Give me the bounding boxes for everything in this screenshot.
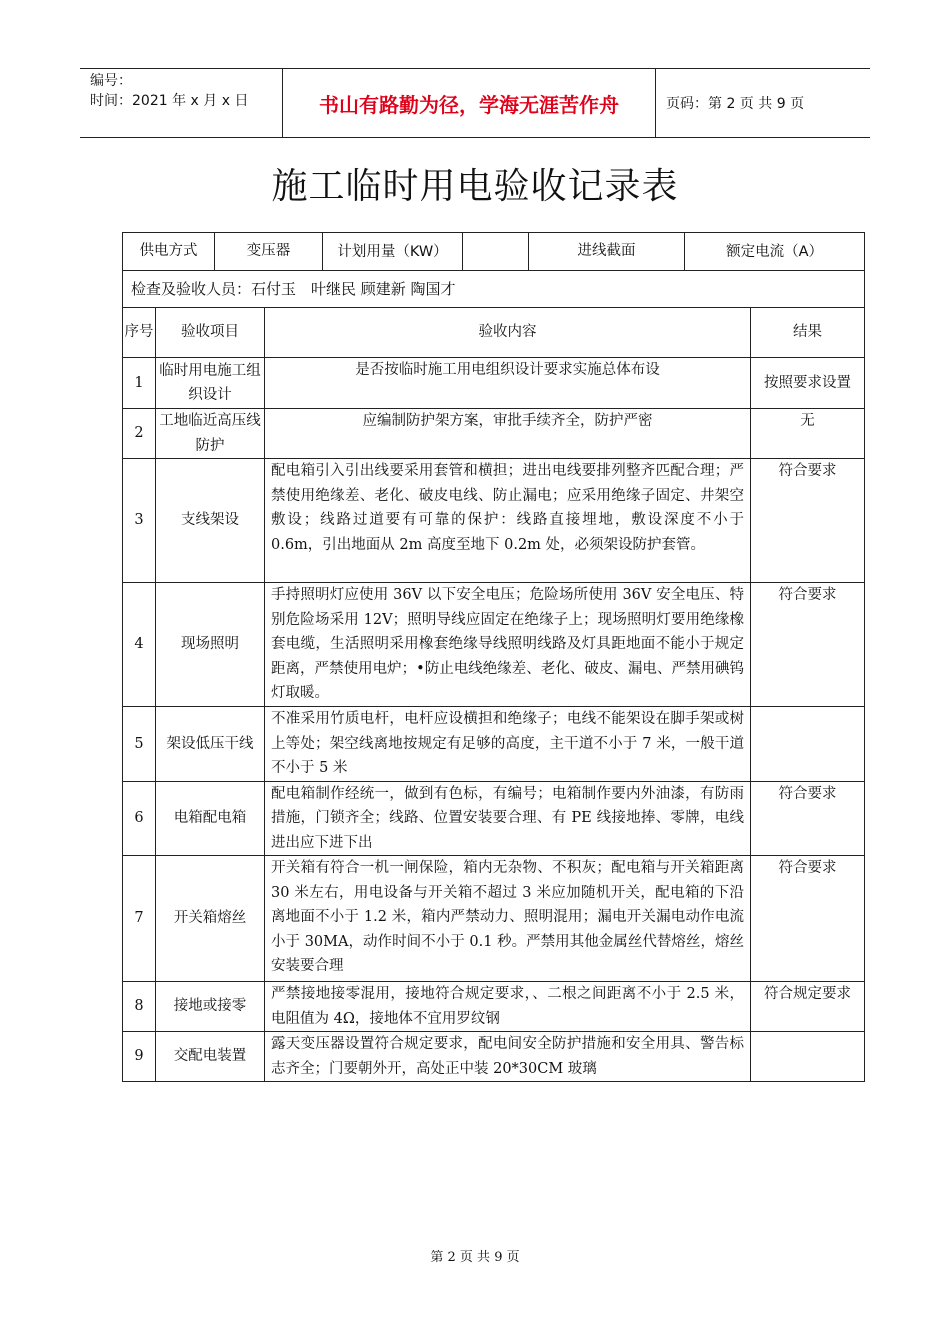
row-item: 临时用电施工组织设计 [156, 358, 265, 409]
acceptance-table [122, 232, 865, 1082]
row-result: 符合规定要求 [751, 982, 865, 1032]
row-item: 开关箱熔丝 [156, 856, 265, 982]
row-no: 7 [123, 856, 156, 982]
rated-current-label: 额定电流（A） [685, 233, 865, 271]
planned-load-value [463, 233, 529, 271]
transformer-label: 变压器 [215, 233, 323, 271]
planned-load-label: 计划用量（KW） [323, 233, 463, 271]
row-item: 接地或接零 [156, 982, 265, 1032]
row-content: 不准采用竹质电杆，电杆应设横担和绝缘子；电线不能架设在脚手架或树上等处；架空线离地按规定有足够的高度，主干道不小于 7 米，一般干道不小于 5 米 [265, 707, 751, 782]
number-label: 编号： [90, 73, 132, 89]
table-row [123, 459, 865, 583]
row-content: 露天变压器设置符合规定要求，配电间安全防护措施和安全用具、警告标志齐全；门要朝外开，高处正中装 20*30CM 玻璃 [265, 1032, 751, 1082]
table-row [123, 982, 865, 1032]
table-row [123, 1032, 865, 1082]
table-row [123, 358, 865, 409]
table-row [123, 707, 865, 782]
col-seq: 序号 [123, 308, 156, 358]
row-result: 符合要求 [751, 856, 865, 982]
row-content: 配电箱引入引出线要采用套管和横担；进出电线要排列整齐匹配合理；严禁使用绝缘差、老化、破皮电线、防止漏电；应采用绝缘子固定、井架空敷设；线路过道要有可靠的保护：线路直接埋地，敷设深度不小于 0.6m，引出地面从 2m 高度至地下 0.2m 处，必须架设防护套管。 [265, 459, 751, 583]
row-item: 交配电装置 [156, 1032, 265, 1082]
table-row [123, 583, 865, 707]
row-no: 9 [123, 1032, 156, 1082]
inlet-section-label: 进线截面 [529, 233, 685, 271]
row-result [751, 707, 865, 782]
row-content: 手持照明灯应使用 36V 以下安全电压；危险场所使用 36V 安全电压、特别危险场采用 12V；照明导线应固定在绝缘子上；现场照明灯要用绝缘橡套电缆，生活照明采用橡套绝缘导线照明线路及灯具距地面不能小于规定距离，严禁使用电炉；•防止电线绝缘差、老化、破皮、漏电、严禁用碘钨灯取暖。 [265, 583, 751, 707]
table-row [123, 856, 865, 982]
row-item: 现场照明 [156, 583, 265, 707]
motto: 书山有路勤为径，学海无涯苦作舟 [282, 69, 656, 137]
row-no: 2 [123, 409, 156, 459]
row-content: 开关箱有符合一机一闸保险，箱内无杂物、不积灰；配电箱与开关箱距离 30 米左右，用电设备与开关箱不超过 3 米应加随机开关，配电箱的下沿离地面不小于 1.2 米，箱内严禁动力、照明混用；漏电开关漏电动作电流小于 30MA，动作时间不小于 0.1 秒。严禁用其他金属丝代替熔丝，熔丝安装要合理 [265, 856, 751, 982]
header-meta [80, 69, 282, 137]
row-item: 工地临近高压线防护 [156, 409, 265, 459]
row-no: 1 [123, 358, 156, 409]
page-code: 页码：第 2 页 共 9 页 [666, 96, 805, 112]
row-content: 应编制防护架方案，审批手续齐全，防护严密 [265, 409, 751, 459]
row-result: 无 [751, 409, 865, 459]
row-content: 配电箱制作经统一，做到有色标，有编号；电箱制作要内外油漆，有防雨措施，门锁齐全；线路、位置安装要合理、有 PE 线接地捧、零牌，电线进出应下进下出 [265, 781, 751, 856]
row-no: 4 [123, 583, 156, 707]
row-content: 严禁接地接零混用，接地符合规定要求，、二根之间距离不小于 2.5 米，电阻值为 4Ω，接地体不宜用罗纹钢 [265, 982, 751, 1032]
row-no: 8 [123, 982, 156, 1032]
row-result: 符合要求 [751, 459, 865, 583]
inspectors: 检查及验收人员：石付玉 叶继民 顾建新 陶国才 [123, 271, 865, 308]
table-row [123, 781, 865, 856]
row-item: 电箱配电箱 [156, 781, 265, 856]
row-no: 5 [123, 707, 156, 782]
col-content: 验收内容 [265, 308, 751, 358]
supply-label: 供电方式 [123, 233, 215, 271]
row-no: 3 [123, 459, 156, 583]
row-item: 支线架设 [156, 459, 265, 583]
row-no: 6 [123, 781, 156, 856]
date-label: 时间：2021 年 x 月 x 日 [90, 93, 249, 109]
col-item: 验收项目 [156, 308, 265, 358]
column-header-row [123, 308, 865, 358]
document-title: 施工临时用电验收记录表 [271, 166, 679, 207]
row-result [751, 1032, 865, 1082]
row-item: 架设低压干线 [156, 707, 265, 782]
inspectors-row [123, 271, 865, 308]
page-header [80, 68, 870, 138]
row-content: 是否按临时施工用电组织设计要求实施总体布设 [265, 358, 751, 409]
col-result: 结果 [751, 308, 865, 358]
row-result: 符合要求 [751, 781, 865, 856]
info-row [123, 233, 865, 271]
page-footer: 第 2 页 共 9 页 [430, 1250, 520, 1265]
row-result: 符合要求 [751, 583, 865, 707]
row-result: 按照要求设置 [751, 358, 865, 409]
table-row [123, 409, 865, 459]
